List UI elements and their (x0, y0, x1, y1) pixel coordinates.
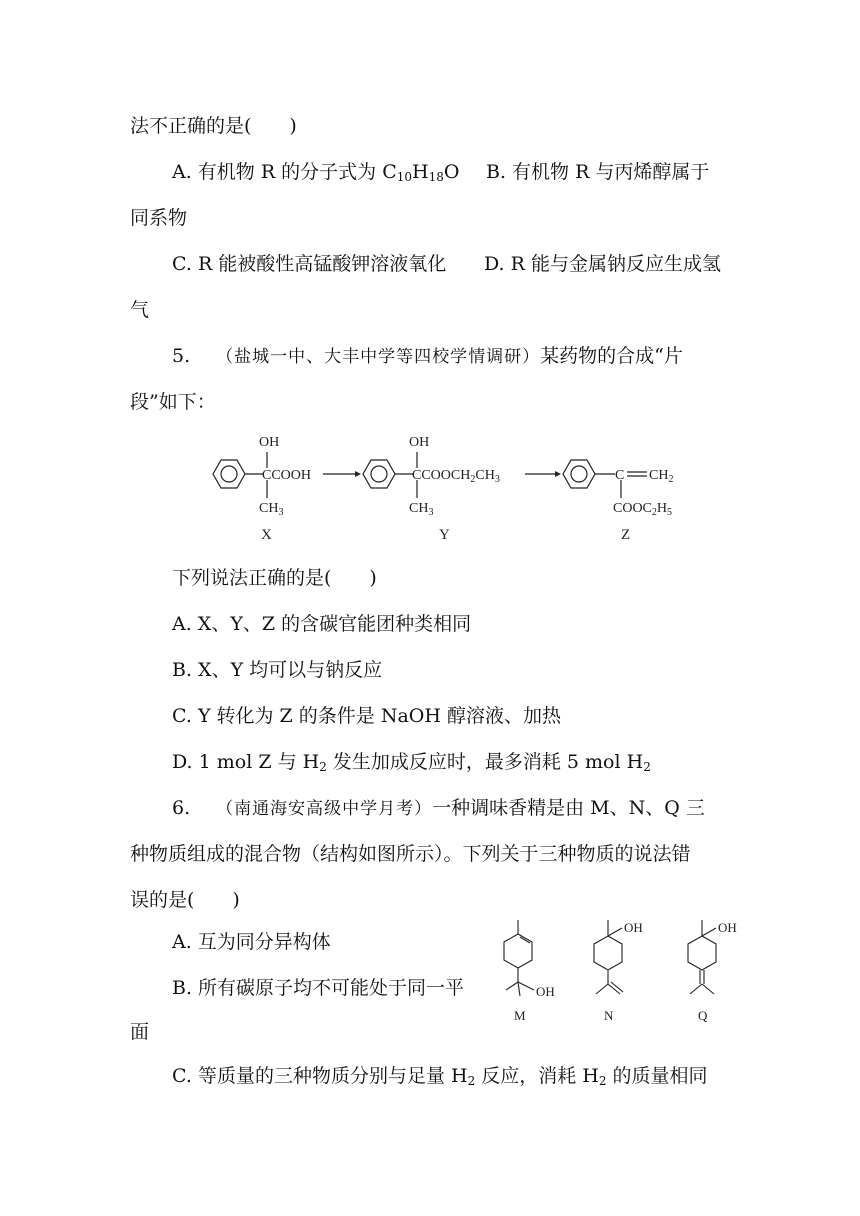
z-ch2: $CH_2$ (649, 468, 674, 485)
label-x: X (261, 527, 272, 543)
benzene-ring-y (363, 460, 395, 488)
q6-stem (172, 796, 705, 821)
q6-text: 一种调味香精是由 M、N、Q 三 (432, 797, 705, 819)
q5-source: （盐城一中、大丰中学等四校学情调研） (216, 347, 541, 367)
z-ester: $COOC_2H_5$ (613, 501, 673, 518)
y-ch3: $CH_3$ (409, 501, 434, 518)
q5-stem-cont: 段”如下： (130, 391, 216, 413)
label-m: M (514, 1008, 526, 1023)
n-oh: OH (624, 920, 643, 935)
synthesis-scheme (205, 428, 695, 544)
ring-n (594, 936, 622, 970)
q5-stem (172, 344, 683, 369)
label-z: Z (621, 527, 631, 543)
q5-option-c: C. Y 转化为 Z 的条件是 NaOH 醇溶液、加热 (172, 705, 561, 727)
mnq-structures (496, 916, 746, 1028)
q6-stem-line3: 误的是( ) (130, 889, 240, 911)
q6-option-c: C. 等质量的三种物质分别与足量 $H_2$ 反应，消耗 $H_2$ 的质量相同 (172, 1065, 708, 1088)
z-c: C (615, 468, 625, 483)
y-oh: OH (409, 435, 430, 450)
q5-option-a: A. X、Y、Z 的含碳官能团种类相同 (172, 613, 472, 635)
q6-number: 6. (172, 797, 191, 819)
benzene-ring-x (213, 460, 245, 488)
q6-option-b-cont: 面 (130, 1021, 150, 1043)
ring-q (688, 936, 716, 970)
label-q: Q (698, 1008, 708, 1023)
q4-option-b: B. 有机物 R 与丙烯醇属于 (486, 161, 710, 183)
q4-option-c: C. R 能被酸性高锰酸钾溶液氧化 (172, 253, 447, 275)
x-oh: OH (259, 435, 280, 450)
q-oh: OH (718, 920, 737, 935)
q6-stem-line2: 种物质组成的混合物（结构如图所示）。下列关于三种物质的说法错 (130, 843, 691, 865)
q6-option-b: B. 所有碳原子均不可能处于同一平 (172, 977, 465, 999)
ring-m (504, 934, 532, 968)
q4-option-d-cont: 气 (130, 299, 150, 321)
q5-option-b: B. X、Y 均可以与钠反应 (172, 659, 383, 681)
q6-option-a: A. 互为同分异构体 (172, 931, 331, 953)
label-y: Y (439, 527, 450, 543)
q5-question: 下列说法正确的是( ) (172, 567, 377, 589)
q4-stem-tail: 法不正确的是( ) (130, 115, 297, 137)
q5-number: 5. (172, 345, 191, 367)
q4-option-b-cont: 同系物 (130, 207, 188, 229)
benzene-ring-z (563, 460, 595, 488)
q4-option-d: D. R 能与金属钠反应生成氢 (484, 253, 721, 275)
label-n: N (604, 1008, 614, 1023)
q4-option-a: A. 有机物 R 的分子式为 $C_{10}H_{18}O$ (172, 161, 460, 184)
q6-source: （南通海安高级中学月考） (216, 799, 433, 819)
q5-text: 某药物的合成“片 (540, 345, 683, 367)
x-group: CCOOH (262, 468, 312, 483)
y-group: $CCOOCH_2CH_3$ (412, 468, 500, 485)
x-ch3: $CH_3$ (259, 501, 284, 518)
m-oh: OH (536, 984, 555, 999)
q5-option-d: D. 1 mol Z 与 $H_2$ 发生加成反应时，最多消耗 5 mol $H_2$ (172, 751, 651, 774)
